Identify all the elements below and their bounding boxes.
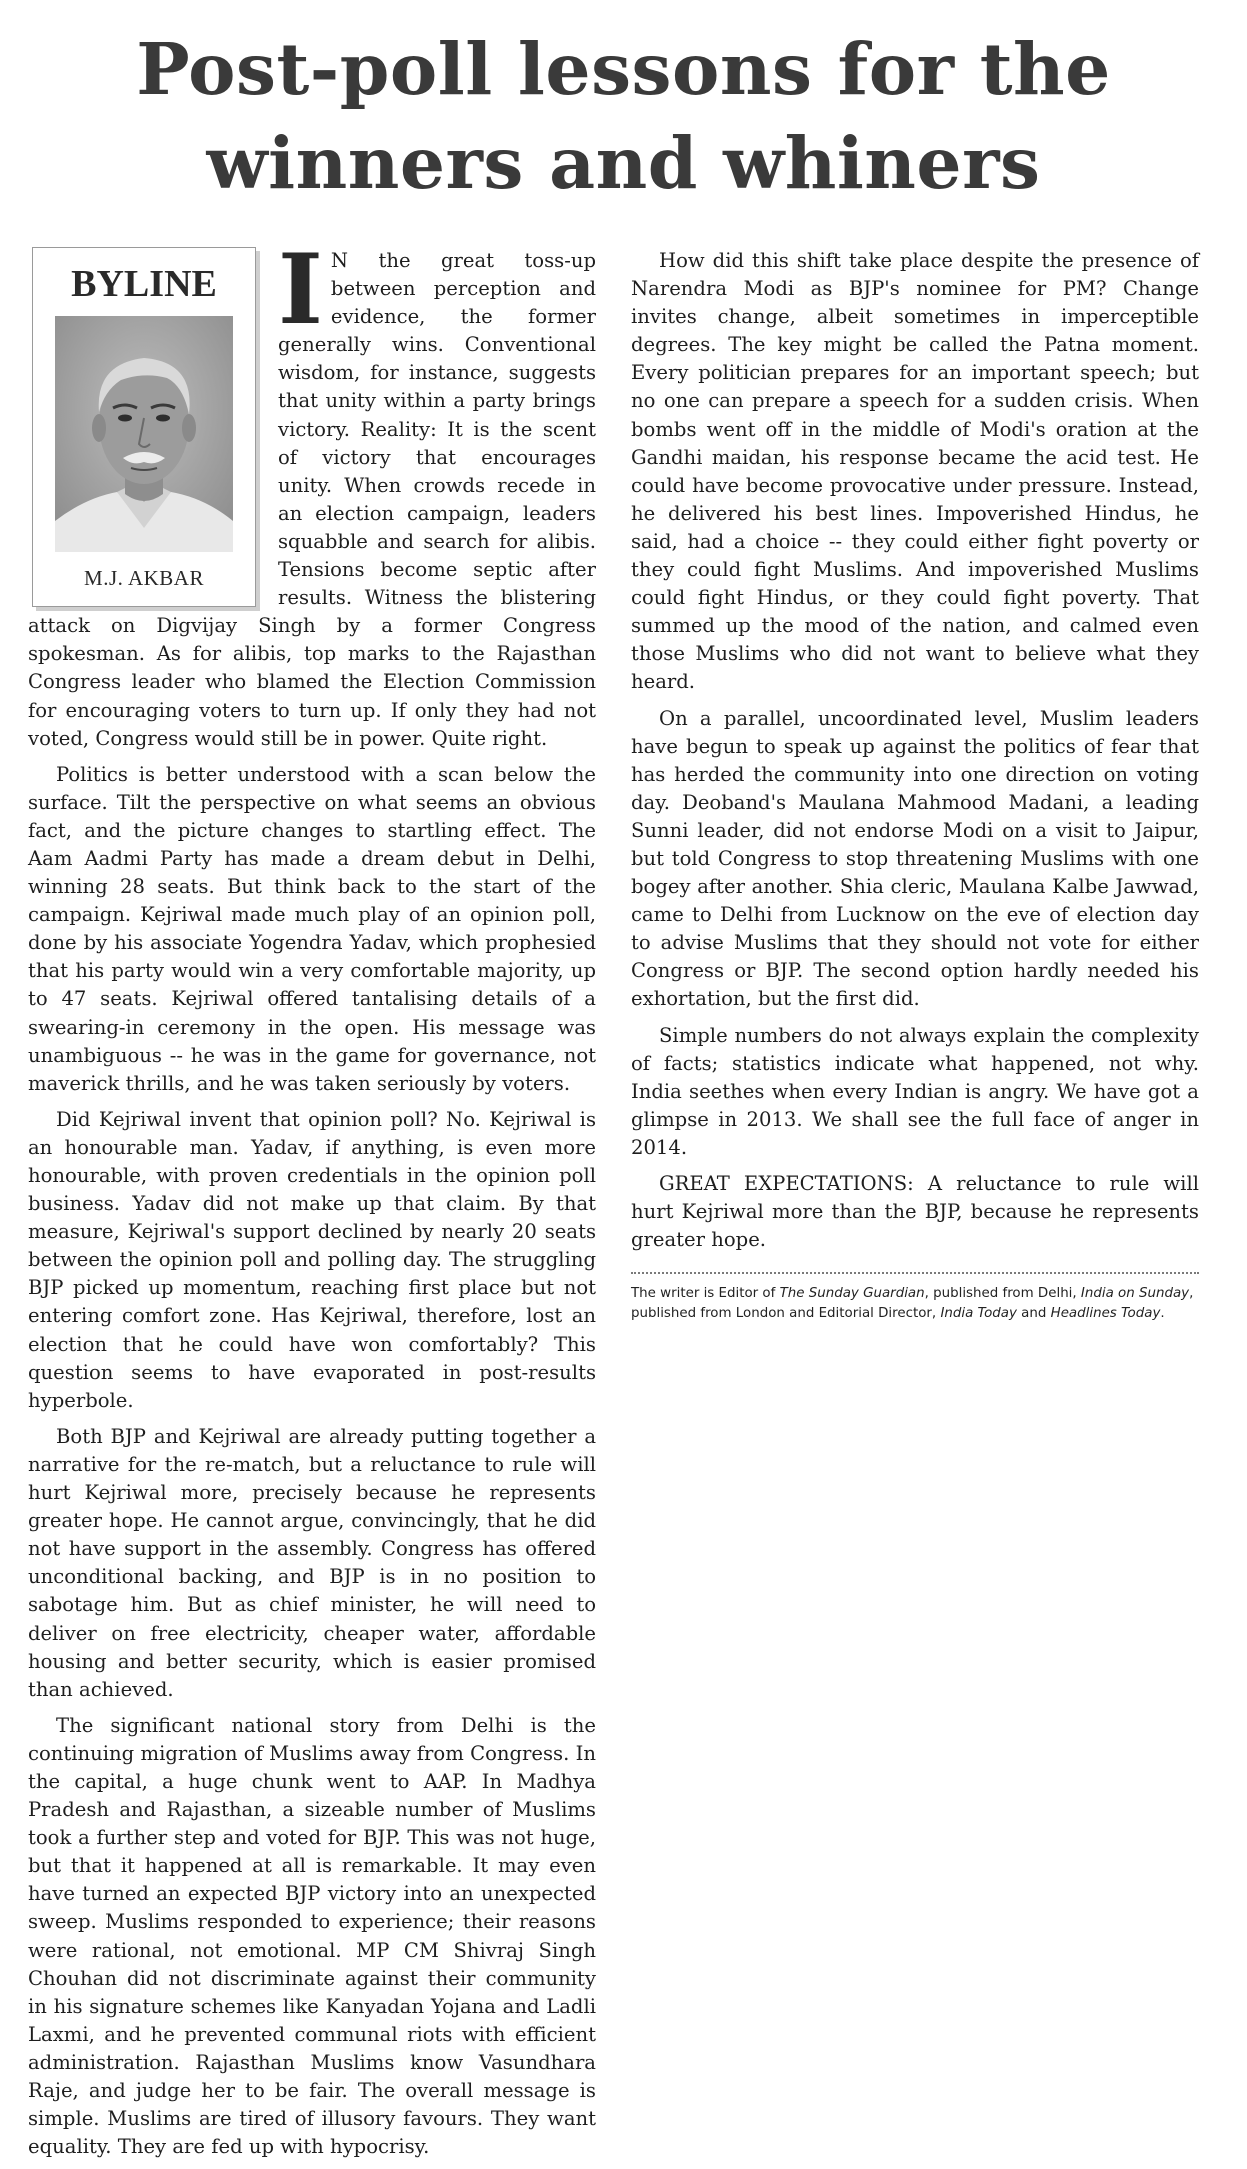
left-column [28, 233, 596, 2169]
headline [0, 22, 1247, 210]
author-footnote [631, 1284, 1199, 1324]
byline-box [32, 247, 256, 607]
footnote-publication: India Today [940, 1306, 1017, 1322]
byline-label: BYLINE [71, 263, 217, 305]
article-paragraph-1: N the great toss-up between perception and evidence, the former generally wins. Conventional wisdom, for instance, suggests that unity within a party brings victory. Reality: It is the scent of victory that encourages unity. When crowds recede in an election campaign, leaders squabble and search for alibis. Tensions become septic after results. Witness the blistering attack on Digvijay Singh by a former Congress spokesman. As for alibis, top marks to the Rajasthan Congress leader who blamed the Election Commission for encouraging voters to turn up. If only they had not voted, Congress would still be in power. Quite right. [28, 249, 596, 750]
author-portrait [55, 316, 233, 552]
footnote-text: The writer is Editor of [631, 1286, 780, 1302]
headline-line-1: Post-poll lessons for the [136, 27, 1111, 111]
footnote-text: , published from London and Editorial Director, [631, 1286, 1194, 1322]
byline-author: M.J. AKBAR [84, 566, 204, 590]
article-paragraph-4: Both BJP and Kejriwal are already putting together a narrative for the re-match, but a reluctance to rule will hurt Kejriwal more, precisely because he represents greater hope. He cannot argue, convincingly, that he did not have support in the assembly. Congress has offered unconditional backing, and BJP is in no position to sabotage him. But as chief minister, he will need to deliver on free electricity, cheaper water, affordable housing and better security, which is easier promised than achieved. [28, 1424, 596, 1701]
right-column [631, 247, 1199, 1324]
footnote-divider [631, 1272, 1199, 1274]
article-paragraph-9: GREAT EXPECTATIONS: A reluctance to rule will hurt Kejriwal more than the BJP, because he represents greater hope. [631, 1172, 1199, 1252]
footnote-publication: The Sunday Guardian [779, 1286, 925, 1302]
drop-cap: I [278, 233, 323, 346]
footnote-publication: India on Sunday [1080, 1286, 1190, 1302]
footnote-text: , published from Delhi, [924, 1286, 1081, 1302]
article-paragraph-2: Politics is better understood with a scan below the surface. Tilt the perspective on what seems an obvious fact, and the picture changes to startling effect. The Aam Aadmi Party has made a dream debut in Delhi, winning 28 seats. But think back to the start of the campaign. Kejriwal made much play of an opinion poll, done by his associate Yogendra Yadav, which prophesied that his party would win a very comfortable majority, up to 47 seats. Kejriwal offered tantalising details of a swearing-in ceremony in the open. His message was unambiguous -- he was in the game for governance, not maverick thrills, and he was taken seriously by voters. [28, 762, 596, 1095]
article-paragraph-8: Simple numbers do not always explain the complexity of facts; statistics indicate what happened, not why. India seethes when every Indian is angry. We have got a glimpse in 2013. We shall see the full face of anger in 2014. [631, 1023, 1199, 1159]
footnote-publication: Headlines Today [1050, 1306, 1161, 1322]
footnote-text: and [1016, 1306, 1051, 1322]
article-paragraph-3: Did Kejriwal invent that opinion poll? No. Kejriwal is an honourable man. Yadav, if anything, is even more honourable, with proven credentials in the opinion poll business. Yadav did not make up that claim. By that measure, Kejriwal's support declined by nearly 20 seats between the opinion poll and polling day. The struggling BJP picked up momentum, reaching first place but not entering comfort zone. Has Kejriwal, therefore, lost an election that he could have won comfortably? This question seems to have evaporated in post-results hyperbole. [28, 1107, 596, 1412]
footnote-text: . [1160, 1306, 1165, 1322]
article-paragraph-6: How did this shift take place despite the presence of Narendra Modi as BJP's nominee for PM? Change invites change, albeit sometimes in imperceptible degrees. The key might be called the Patna moment. Every politician prepares for an important speech; but no one can prepare a speech for a sudden crisis. When bombs went off in the middle of Modi's oration at the Gandhi maidan, his response became the acid test. He could have become provocative under pressure. Instead, he delivered his best lines. Impoverished Hindus, he said, had a choice -- they could either fight poverty or they could fight Muslims. And impoverished Muslims could fight Hindus, or they could fight poverty. That summed up the mood of the nation, and calmed even those Muslims who did not want to believe what they heard. [631, 249, 1199, 694]
headline-line-2: winners and whiners [206, 121, 1041, 205]
article-paragraph-7: On a parallel, uncoordinated level, Muslim leaders have begun to speak up against the politics of fear that has herded the community into one direction on voting day. Deoband's Maulana Mahmood Madani, a leading Sunni leader, did not endorse Modi on a visit to Jaipur, but told Congress to stop threatening Muslims with one bogey after another. Shia cleric, Maulana Kalbe Jawwad, came to Delhi from Lucknow on the eve of election day to advise Muslims that they should not vote for either Congress or BJP. The second option hardly needed his exhortation, but the first did. [631, 706, 1199, 1011]
article-paragraph-5: The significant national story from Delhi is the continuing migration of Muslims away from Congress. In the capital, a huge chunk went to AAP. In Madhya Pradesh and Rajasthan, a sizeable number of Muslims took a further step and voted for BJP. This was not huge, but that it happened at all is remarkable. It may even have turned an expected BJP victory into an unexpected sweep. Muslims responded to experience; their reasons were rational, not emotional. MP CM Shivraj Singh Chouhan did not discriminate against their community in his signature schemes like Kanyadan Yojana and Ladli Laxmi, and he prevented communal riots with efficient administration. Rajasthan Muslims know Vasundhara Raje, and judge her to be fair. The overall message is simple. Muslims are tired of illusory favours. They want equality. They are fed up with hypocrisy. [28, 1713, 596, 2159]
